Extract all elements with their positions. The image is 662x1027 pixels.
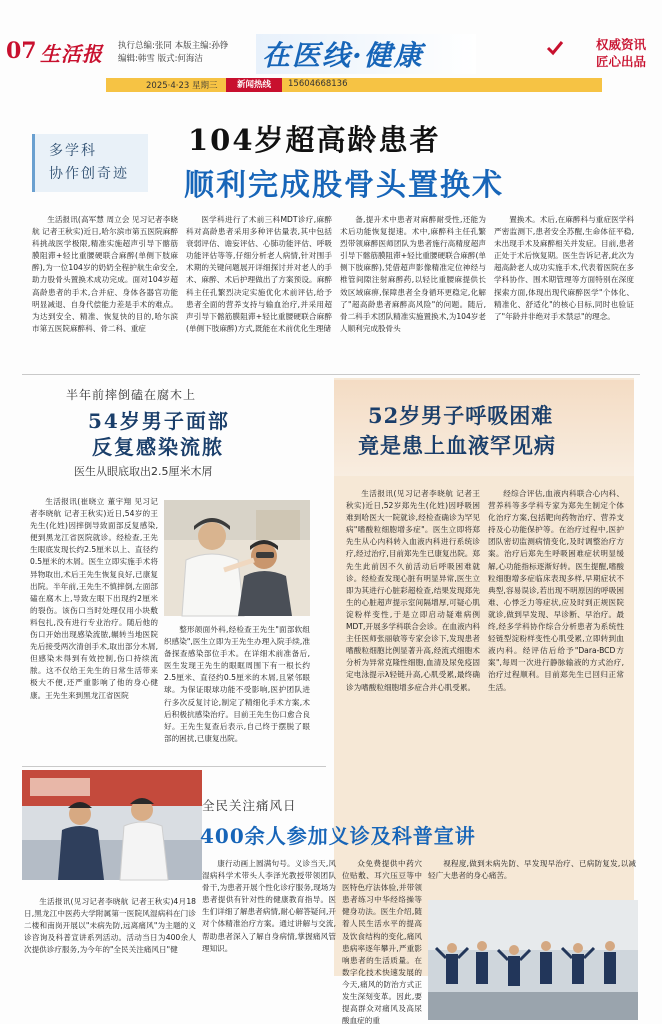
bottom-column-b: 康行动画上圆满句号。义诊当天,风湿病科学术带头人李泽光教授带领团队骨干,为患者开展个性化诊疗服务,现场为患者提供有针对性的健康教育指导。医生们详细了解患者病情,耐心解答疑问,开对个体精准治疗方案。通过讲解与交流,帮助患者深入了解自身病情,掌握痛风管理知识。	[202, 859, 336, 953]
lead-kicker-line-1: 多学科	[49, 143, 97, 159]
divider	[22, 374, 640, 375]
clinic-consultation-photo	[22, 770, 202, 880]
paper-name-logo: 生活报	[40, 42, 103, 66]
group-exercise-photo	[428, 900, 638, 1020]
mid-right-column-b: 经综合评估,血液内科联合心内科、营养科等多学科专家为郑先生制定个体化治疗方案,包括靶向药物治疗、营养支持及心功能保护等。在治疗过程中,医护团队密切监测病情变化,及时调整治疗方案。治疗后郑先生呼吸困难症状明显缓解,心功能指标逐渐好转。医生提醒,嗜酸粒细胞增多症临床表现多样,早期症状不典型,容易误诊,若出现不明原因的呼吸困难、心悸乏力等症状,应及时到正规医院就诊,做到早发现、早诊断、早治疗。最终,经多学科协作综合分析患者为系统性轻链型淀粉样变性心肌受累,立即转到血液内科。经评估后给予"Dara-BCD方案",每周一次进行静脉输液的方式治疗,治疗过程顺利。目前郑先生已回归正常生活。	[488, 489, 624, 692]
editor-line-2: 编辑:韩雪 版式:何海洁	[118, 54, 203, 64]
bottom-column-d: 视程度,做到未病先防、早发现早治疗、已病防复发,以减轻广大患者的身心痛苦。	[428, 859, 636, 881]
mid-left-column-b: 整形颌面外科,经检查王先生"面部软组织感染",医生立即为王先生办理入院手续,准备探查感染部位手术。在详细术前准备后,医生发现王先生的眼眶周围下有一根长约2.5厘米、直径约0.5厘米的木屑,且紧邻眼球。为保证眼球功能不受影响,医护团队进行多次反复讨论,制定了精细化手术方案,术后积极抗感染治疗。目前王先生伤口愈合良好。王先生复查后表示,自己终于摆脱了眼部的困扰,已康复出院。	[164, 625, 310, 743]
slogan	[596, 36, 646, 70]
lead-headline-line-2: 顺利完成股骨头置换术	[184, 168, 504, 203]
divider	[22, 766, 326, 767]
mid-left-headline-line-2: 反复感染流脓	[92, 435, 224, 459]
mid-right-column-a: 生活报讯(见习记者李晓航 记者王秋实)近日,52岁郑先生(化姓)因呼吸困难到哈医大一院就诊,经检查确诊为罕见病"嗜酸粒细胞增多症"。医生立即将郑先生从心内科转入血液内科进行系统诊疗,经过治疗,目前郑先生已康复出院。郑先生此前因不久前活动后呼吸困难就诊。经检查发现心脏有明显异常,医生立即为其进行心脏彩超检查,结果发现郑先生的心脏超声提示室间隔增厚,可疑心肌淀粉样变性,于是立即启动疑难病例MDT,开展多学科联合会诊。在血液内科主任医师张丽敏等专家会诊下,发现患者嗜酸粒细胞比例显著升高,经流式细胞术分析为异常克隆性细胞,血清及尿免疫固定电泳提示λ轻链升高,心肌受累,最终确诊为嗜酸粒细胞增多症合并心肌受累。	[346, 489, 480, 692]
lead-column-1: 生活报讯(高军慧 周立会 见习记者李晓航 记者王秋实)近日,哈尔滨市第五医院麻醉科挑战医学极限,精准实施超声引导下髂筋膜阻滞+轻比重腰硬联合麻醉(单侧下肢麻醉),为一位104岁的奶奶全程护航生命安全,助力股骨头置换术成功完成。面对104岁超高龄患者的手术,合并症、身体各器官功能明显减退、自身代偿能力差是手术的难点。为达到安全、精准、恢复快的目的,哈尔滨市第五医院麻醉科、骨二科、重症	[32, 215, 178, 333]
lead-kicker-line-2: 协作创奇迹	[49, 166, 129, 182]
lead-column-2: 医学科进行了术前三科MDT诊疗,麻醉科对高龄患者采用多种评估量表,其中包括衰弱评估、谵妄评估、心肺功能评估、呼吸功能评估等等,仔细分析老人病情,针对围手术期的关键问题展开详细探讨并对老人的手术、麻醉、术后护理做出了方案预设。麻醉科主任孔繁烈决定实施优化术前评估,给予患者全面的营养支持与输血治疗,并采用超声引导下髂筋膜阻滞+轻比重腰硬联合麻醉(单侧下肢麻醉)方式,既能在术前优化生理储	[186, 215, 332, 333]
bottom-kicker: 全民关注痛风日	[202, 798, 297, 813]
issue-date: 2025·4·23 星期三	[146, 81, 218, 91]
page-number: 07	[6, 38, 37, 64]
bottom-headline: 400余人参加义诊及科普宣讲	[200, 824, 476, 848]
slogan-line-2: 匠心出品	[595, 54, 646, 69]
mid-right-headline-line-1: 52岁男子呼吸困难	[368, 403, 554, 428]
section-title: 在医线·健康	[262, 39, 424, 72]
lead-column-4: 置换术。术后,在麻醉科与重症医学科严密监测下,患者安全苏醒,生命体征平稳,未出现手术及麻醉相关并发症。目前,患者正处于术后恢复期。医生告诉记者,此次为超高龄老人成功实施手术,代表着医院在多学科协作、围术期管理等方面特别在深度探索方面,体现出现代麻醉医学"个体化、精准化、舒适化"的核心目标,同时也验证了"年龄并非绝对手术禁忌"的理念。	[494, 215, 634, 321]
hotline-number: 15604668136	[288, 79, 348, 89]
slogan-line-1: 权威资讯	[595, 37, 646, 52]
doctor-examining-patient-photo	[164, 500, 310, 616]
editor-credits	[118, 40, 228, 66]
hotline-label: 新闻热线	[226, 78, 282, 92]
mid-left-kicker: 半年前摔倒磕在腐木上	[66, 388, 197, 402]
mid-left-subheadline: 医生从眼底取出2.5厘米木屑	[74, 465, 213, 478]
editor-line-1: 执行总编:张同 本版主编:孙铮	[118, 41, 229, 51]
bottom-column-a: 生活报讯(见习记者李晓航 记者王秋实)4月18日,黑龙江中医药大学附属第一医院风湿病科在门诊二楼和南岗开展以"未病先防,远离痛风"为主题的义诊咨询及科普宣讲系列活动。活动当日为400余人次提供诊疗服务,为今年的"全民关注痛风日"健	[24, 897, 196, 955]
lead-kicker	[32, 134, 148, 192]
mid-left-headline-line-1: 54岁男子面部	[88, 409, 230, 433]
lead-headline-line-1: 104岁超高龄患者	[188, 123, 441, 157]
bottom-column-c: 众免费提供中药穴位贴敷、耳穴压豆等中医特色疗法体验,并带领患者练习中华经络操等健身功法。医生介绍,随着人民生活水平的提高及饮食结构的变化,痛风患病率逐年攀升,严重影响患者的生活质量。在数字化技术快速发展的今天,痛风的防治方式正发生深刻变革。因此,要提高群众对痛风及高尿酸血症的重	[342, 859, 422, 1026]
slogan-check-icon	[546, 40, 564, 56]
mid-left-column-a: 生活报讯(崔晓立 董宇翔 见习记者李晓航 记者王秋实)近日,54岁的王先生(化姓)因摔倒导致面部反复感染,便到黑龙江省医院就诊。经检查,王先生眼底发现长约2.5厘米以上、直径约0.5厘米的木屑。医生立即实施手术将异物取出,术后王先生恢复良好,已康复出院。半年前,王先生不慎摔倒,左面部磕在腐木上,导致左眼下出现约2厘米的裂伤。该伤口当时处理仅用小块敷料包扎,没有进行专业治疗。随后他的伤口开始出现感染流脓,辗转当地医院先后接受两次清创手术,取出部分木屑,但感染未得到有效控制,伤口持续流脓。这不仅给王先生的日常生活带来极大不便,还严重影响了他的身心健康。王先生来到黑龙江省医院	[30, 497, 158, 700]
lead-column-3: 备,提升术中患者对麻醉耐受性,还能为术后功能恢复提速。术中,麻醉科主任孔繁烈带领麻醉医师团队为患者施行高精度超声引导下髂筋膜阻滞+轻比重腰硬联合麻醉(单侧下肢麻醉),凭借超声影像精准定位神经与椎管间隙注射麻醉药,以轻比重腰麻提供长效区域麻痹,保障患者全身循环更稳定,化解了"超高龄患者麻醉高风险"的问题。随后,骨二科手术团队精准实施置换术,为104岁老人顺利完成股骨头	[340, 215, 487, 333]
mid-right-headline-line-2: 竟是患上血液罕见病	[358, 433, 556, 458]
masthead	[0, 0, 662, 91]
